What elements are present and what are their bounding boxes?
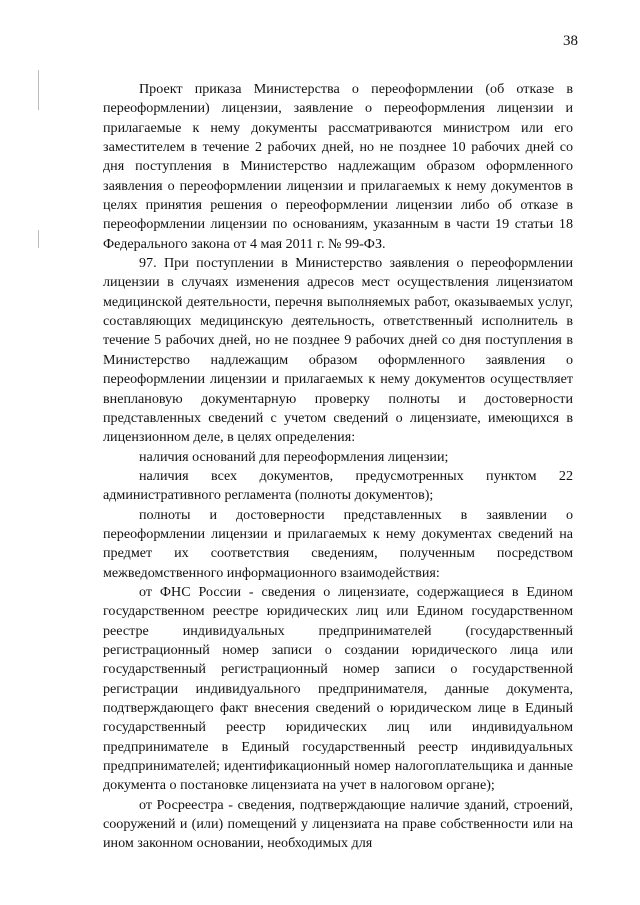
paragraph-item-97: 97. При поступлении в Министерство заявления о переоформлении лицензии в случаях изменения адресов мест осуществления лицензиатом медицинской деятельности, перечня выполняемых работ, оказываемых услуг, составляющих медицинскую деятельность, ответственный исполнитель в течение 5 рабочих дней, но не позднее 9 рабочих дней со дня поступления в Министерство надлежащим образом оформленного заявления о переоформлении лицензии и прилагаемых к нему документов осуществляет внеплановую документарную проверку полноты и достоверности представленных сведений с учетом сведений о лицензиате, имеющихся в лицензионном деле, в целях определения: <box>103 255 573 446</box>
paragraph: полноты и достоверности представленных в заявлении о переоформлении лицензии и прилагаемых к нему документах сведений на предмет их соответствия сведениям, полученным посредством межведомственного информационного взаимодействия: <box>103 506 573 581</box>
paragraph: от Росреестра - сведения, подтверждающие наличие зданий, строений, сооружений и (или) помещений у лицензиата на праве собственности или на ином законном основании, необходимых для <box>103 796 573 852</box>
scan-margin-mark <box>38 70 39 110</box>
paragraph: от ФНС России - сведения о лицензиате, содержащиеся в Едином государственном реестре юридических лиц или Едином государственном реестре индивидуальных предпринимателей (государственный регистрационный номер записи о создании юридического лица или государственный регистрационный номер записи о государственной регистрации индивидуального предпринимателя, данные документа, подтверждающего факт внесения сведений о юридическом лице в Единый государственный реестр юридических лиц или индивидуальном предпринимателе в Единый государственный реестр индивидуальных предпринимателей; идентификационный номер налогоплательщика и данные документа о постановке лицензиата на учет в налоговом органе); <box>103 583 573 794</box>
paragraph: наличия всех документов, предусмотренных пунктом 22 административного регламента (полноты документов); <box>103 467 573 504</box>
scan-margin-mark <box>38 230 39 248</box>
document-body <box>103 80 573 854</box>
paragraph: наличия оснований для переоформления лицензии; <box>139 448 449 465</box>
page-number: 38 <box>563 33 578 49</box>
paragraph: Проект приказа Министерства о переоформлении (об отказе в переоформлении) лицензии, заявление о переоформления лицензии и прилагаемые к нему документы рассматриваются министром или его заместителем в течение 2 рабочих дней, но не позднее 10 рабочих дней со дня поступления в Министерство надлежащим образом оформленного заявления о переоформлении лицензии и прилагаемых к нему документов в целях принятия решения о переоформлении лицензии либо об отказе в переоформлении лицензии по основаниям, указанным в части 19 статьи 18 Федерального закона от 4 мая 2011 г. № 99-ФЗ. <box>103 81 573 252</box>
